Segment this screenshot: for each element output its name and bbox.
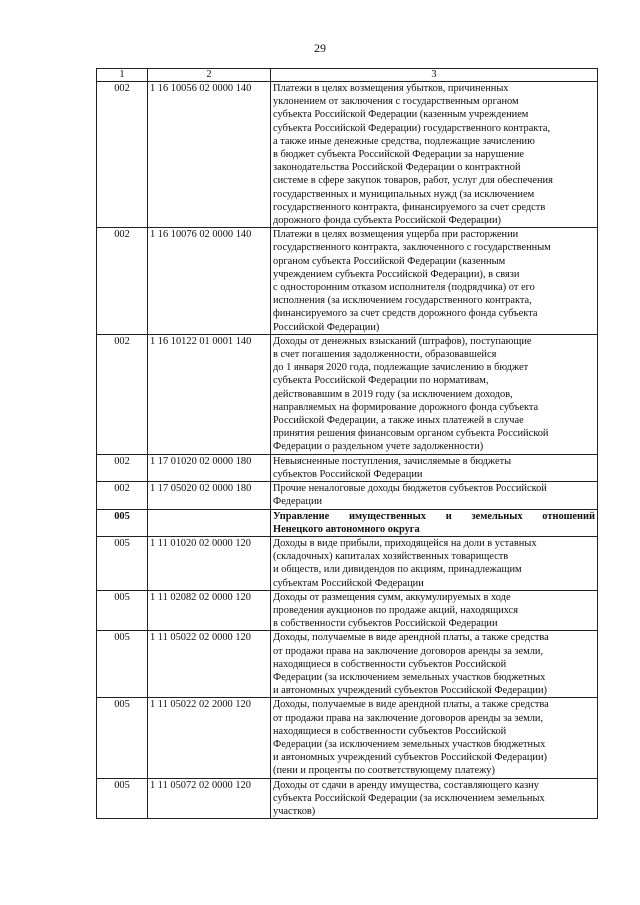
table-row: [97, 590, 598, 631]
description-line: субъектам Российской Федерации: [273, 577, 424, 589]
budget-code-cell: 1 11 05022 02 2000 120: [148, 698, 271, 778]
description-line: учреждением субъекта Российской Федерации), в связи: [273, 268, 520, 280]
budget-code-cell: 1 11 02082 02 0000 120: [148, 590, 271, 631]
description-line: (складочных) капиталах хозяйственных товариществ: [273, 551, 509, 563]
page-number: 29: [314, 41, 326, 55]
description-line: Доходы, получаемые в виде арендной платы, а также средства: [273, 699, 549, 711]
table-row: [97, 536, 598, 590]
description-line: органом субъекта Российской Федерации (казенным: [273, 255, 506, 267]
admin-code-cell: 005: [97, 631, 148, 698]
description-line: дорожного фонда субъекта Российской Федерации): [273, 215, 501, 227]
income-description-cell: [271, 334, 598, 454]
budget-code-cell: 1 17 01020 02 0000 180: [148, 454, 271, 481]
description-line: государственного контракта, финансируемого за счет средств: [273, 201, 546, 213]
description-line: субъекта Российской Федерации по нормативам,: [273, 375, 489, 387]
column-header-3: 3: [271, 69, 598, 82]
description-line: Доходы, получаемые в виде арендной платы, а также средства: [273, 632, 549, 644]
description-line: Управление имущественных и земельных отношений: [273, 510, 595, 522]
description-line: субъекта Российской Федерации (казенным учреждением: [273, 109, 529, 121]
budget-code-cell: [148, 509, 271, 536]
income-description-cell: [271, 454, 598, 481]
income-description-cell: [271, 778, 598, 819]
description-line: Российской Федерации, а также иных платежей в случае: [273, 415, 524, 427]
description-line: Федерации о раздельном учете задолженности): [273, 441, 484, 453]
description-line: государственных и муниципальных нужд (за исключением: [273, 188, 535, 200]
column-header-1: 1: [97, 69, 148, 82]
description-line: от продажи права на заключение договоров аренды за земли,: [273, 645, 544, 657]
description-line: направляемых на формирование дорожного фонда субъекта: [273, 401, 539, 413]
description-line: и автономных учреждений субъектов Российской Федерации): [273, 752, 547, 764]
description-line: финансируемого за счет средств дорожного фонда субъекта: [273, 308, 538, 320]
admin-code-cell: 005: [97, 536, 148, 590]
description-line: до 1 января 2020 года, подлежащие зачислению в бюджет: [273, 362, 529, 374]
admin-code-cell: 002: [97, 454, 148, 481]
admin-code-cell: 002: [97, 334, 148, 454]
description-line: в счет погашения задолженности, образовавшейся: [273, 349, 497, 361]
income-description-cell: [271, 482, 598, 509]
admin-code-cell: 002: [97, 482, 148, 509]
budget-code-cell: 1 17 05020 02 0000 180: [148, 482, 271, 509]
table-row: [97, 778, 598, 819]
description-line: Невыясненные поступления, зачисляемые в бюджеты: [273, 455, 512, 467]
description-line: находящиеся в собственности субъектов Российской: [273, 658, 507, 670]
description-line: Доходы от сдачи в аренду имущества, составляющего казну: [273, 779, 539, 791]
description-line: проведения аукционов по продаже акций, находящихся: [273, 604, 519, 616]
description-line: Российской Федерации): [273, 321, 380, 333]
description-line: и автономных учреждений субъектов Российской Федерации): [273, 685, 547, 697]
income-description-cell: [271, 536, 598, 590]
table-row: [97, 698, 598, 778]
income-description-cell: [271, 631, 598, 698]
income-description-cell: [271, 590, 598, 631]
admin-code-cell: 002: [97, 228, 148, 335]
income-description-cell: [271, 698, 598, 778]
description-line: и обществ, или дивидендов по акциям, принадлежащим: [273, 564, 522, 576]
column-header-2: 2: [148, 69, 271, 82]
description-line: субъекта Российской Федерации) государственного контракта,: [273, 122, 551, 134]
table-row: [97, 631, 598, 698]
budget-code-cell: 1 16 10122 01 0001 140: [148, 334, 271, 454]
description-line: субъекта Российской Федерации (за исключением земельных: [273, 792, 545, 804]
description-line: Прочие неналоговые доходы бюджетов субъектов Российской: [273, 483, 547, 495]
income-description-cell: [271, 509, 598, 536]
description-line: Федерации (за исключением земельных участков бюджетных: [273, 738, 546, 750]
budget-code-cell: 1 16 10076 02 0000 140: [148, 228, 271, 335]
description-line: Платежи в целях возмещения ущерба при расторжении: [273, 229, 519, 241]
budget-code-cell: 1 11 05072 02 0000 120: [148, 778, 271, 819]
admin-code-cell: 002: [97, 82, 148, 228]
description-line: с односторонним отказом исполнителя (подрядчика) от его: [273, 282, 535, 294]
description-line: законодательства Российской Федерации о контрактной: [273, 162, 521, 174]
table-row: [97, 482, 598, 509]
description-line: (пени и проценты по соответствующему платежу): [273, 765, 495, 777]
description-line: Доходы от денежных взысканий (штрафов), поступающие: [273, 335, 532, 347]
description-line: Ненецкого автономного округа: [273, 523, 420, 535]
income-description-cell: [271, 228, 598, 335]
table-header-row: [97, 69, 598, 82]
description-line: Платежи в целях возмещения убытков, причиненных: [273, 83, 509, 94]
table-row: [97, 454, 598, 481]
description-line: Доходы в виде прибыли, приходящейся на доли в уставных: [273, 537, 537, 549]
description-line: системе в сфере закупок товаров, работ, услуг для обеспечения: [273, 175, 553, 187]
budget-code-cell: 1 16 10056 02 0000 140: [148, 82, 271, 228]
table-row: [97, 334, 598, 454]
description-line: исполнения (за исключением государственного контракта,: [273, 295, 532, 307]
income-description-cell: [271, 82, 598, 228]
description-line: действовавшим в 2019 году (за исключением доходов,: [273, 388, 513, 400]
budget-code-cell: 1 11 01020 02 0000 120: [148, 536, 271, 590]
table-row: [97, 509, 598, 536]
description-line: Федерации: [273, 496, 323, 508]
description-line: субъектов Российской Федерации: [273, 468, 423, 480]
description-line: принятия решения финансовым органом субъекта Российской: [273, 428, 549, 440]
description-line: а также иные денежные средства, подлежащие зачислению: [273, 135, 535, 147]
table-row: [97, 82, 598, 228]
income-codes-table: [96, 68, 598, 819]
table-row: [97, 228, 598, 335]
description-line: участков): [273, 805, 316, 817]
description-line: находящиеся в собственности субъектов Российской: [273, 725, 507, 737]
description-line: Доходы от размещения сумм, аккумулируемых в ходе: [273, 591, 511, 603]
description-line: Федерации (за исключением земельных участков бюджетных: [273, 671, 546, 683]
description-line: от продажи права на заключение договоров аренды за земли,: [273, 712, 544, 724]
admin-code-cell: 005: [97, 509, 148, 536]
description-line: в собственности субъектов Российской Федерации: [273, 618, 498, 630]
admin-code-cell: 005: [97, 778, 148, 819]
admin-code-cell: 005: [97, 590, 148, 631]
description-line: в бюджет субъекта Российской Федерации за нарушение: [273, 149, 524, 161]
description-line: государственного контракта, заключенного с государственным: [273, 242, 551, 254]
budget-code-cell: 1 11 05022 02 0000 120: [148, 631, 271, 698]
description-line: уклонением от заключения с государственным органом: [273, 96, 519, 108]
admin-code-cell: 005: [97, 698, 148, 778]
